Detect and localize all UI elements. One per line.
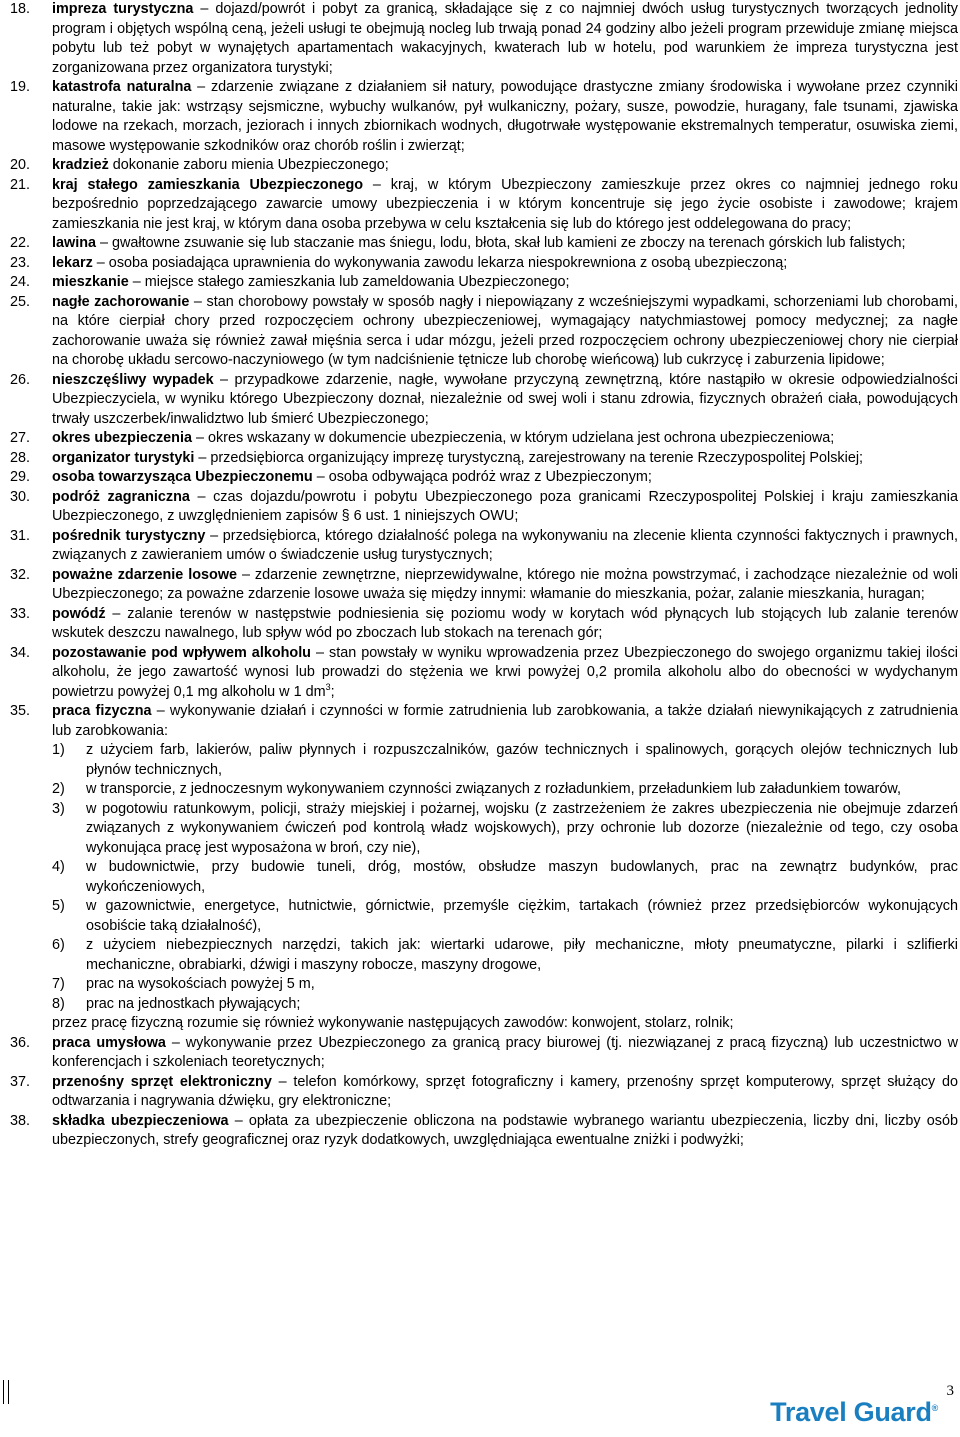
margin-bar bbox=[3, 1380, 4, 1404]
definition-text: dokonanie zaboru mienia Ubezpieczonego; bbox=[108, 157, 389, 173]
definition-number: 37. bbox=[10, 1073, 31, 1090]
definition-body bbox=[52, 1034, 958, 1073]
definition-item bbox=[10, 429, 958, 449]
work-list-number: 7) bbox=[52, 976, 65, 992]
definition-body bbox=[52, 0, 958, 78]
definition-number: 20. bbox=[10, 157, 31, 173]
work-list-text: z użyciem farb, lakierów, paliw płynnych i rozpuszczalników, gazów technicznych i spalinowych, gorących olejów technicznych lub płynów technicznych, bbox=[86, 742, 958, 778]
margin-bar bbox=[8, 1380, 9, 1404]
definition-body bbox=[52, 234, 958, 254]
definition-body bbox=[52, 566, 958, 605]
work-note: przez pracę fizyczną rozumie się również wykonywanie następujących zawodów: konwojent, stolarz, rolnik; bbox=[52, 1015, 734, 1031]
definition-item bbox=[10, 156, 958, 176]
definition-term: mieszkanie bbox=[52, 274, 129, 290]
definition-term: organizator turystyki bbox=[52, 449, 195, 466]
definition-text: – zalanie terenów w następstwie podniesienia się poziomu wody w korytach wód płynących lub stojących lub zalanie terenów wskutek deszczu nawalnego, lub spływ wód po zboczach lub stokach na terenach gór; bbox=[52, 605, 958, 641]
definition-item bbox=[10, 1034, 958, 1073]
work-list-item bbox=[52, 858, 958, 897]
definition-item bbox=[10, 605, 958, 644]
definition-term: przenośny sprzęt elektroniczny bbox=[52, 1073, 272, 1090]
definition-text: – dojazd/powrót i pobyt za granicą, składające się z co najmniej dwóch usług turystycznych tworzących jednolity program i objętych wspólną ceną, jeżeli usługi te obejmują nocleg lub trwają ponad 24 godziny albo jeżeli program przewiduje zmianę miejsca pobytu lub też pobyt w wynajętych apartamentach wakacyjnych, kwaterach lub w hotelu, pod warunkiem że impreza turystyczna jest zorganizowana przez organizatora turystyki; bbox=[52, 1, 958, 76]
definition-number: 34. bbox=[10, 644, 31, 661]
work-list-number: 3) bbox=[52, 800, 65, 817]
work-list-item bbox=[52, 780, 958, 800]
definition-item bbox=[10, 527, 958, 566]
definition-number: 27. bbox=[10, 430, 31, 446]
definition-number: 35. bbox=[10, 703, 31, 719]
definition-body bbox=[52, 78, 958, 156]
definition-body bbox=[52, 273, 958, 293]
definition-body bbox=[52, 605, 958, 644]
definition-body bbox=[52, 449, 958, 469]
definition-term: lawina bbox=[52, 235, 96, 251]
definition-text: – osoba odbywająca podróż wraz z Ubezpieczonym; bbox=[312, 469, 652, 485]
work-list-item bbox=[52, 975, 958, 995]
superscript: 3 bbox=[325, 681, 331, 692]
work-list-number: 4) bbox=[52, 859, 65, 875]
work-list-number: 8) bbox=[52, 995, 65, 1012]
definition-item bbox=[10, 371, 958, 430]
definition-body bbox=[52, 1112, 958, 1151]
definitions-list bbox=[10, 0, 958, 1151]
definition-text: – wykonywanie przez Ubezpieczonego za granicą pracy biurowej (tj. niezwiązanej z pracą fizyczną) lub uczestnictwo w konferencjach i szkoleniach teoretycznych; bbox=[52, 1034, 958, 1070]
definition-body bbox=[52, 702, 958, 1034]
definition-item bbox=[10, 449, 958, 469]
definition-body bbox=[52, 293, 958, 371]
definition-text: – wykonywanie działań i czynności w formie zatrudnienia lub zarobkowania, a także działań niewynikających z zatrudnienia lub zarobkowania: bbox=[52, 703, 958, 739]
definition-number: 24. bbox=[10, 274, 31, 290]
work-list-number: 5) bbox=[52, 898, 65, 914]
definition-number: 23. bbox=[10, 254, 31, 271]
definition-term: praca fizyczna bbox=[52, 703, 152, 719]
travel-guard-logo bbox=[770, 1397, 938, 1427]
work-list-number: 2) bbox=[52, 781, 65, 797]
definition-term: nieszczęśliwy wypadek bbox=[52, 371, 214, 388]
definition-text: – zdarzenie związane z działaniem sił natury, powodujące drastyczne zmiany środowiska i wywołane przez czynniki naturalne, takie jak: wstrząsy sejsmiczne, wybuchy wulkanów, pył wulkaniczny, pożary, susze, powodzie, huragany, fale tsunami, zjawiska lodowe na rzekach, morzach, jeziorach i innych zbiornikach wodnych, długotrwałe występowanie ekstremalnych temperatur, osuwiska ziemi, masowe występowanie szkodników oraz chorób roślin i zwierząt; bbox=[52, 79, 958, 154]
definition-text: – kraj, w którym Ubezpieczony zamieszkuje przez okres co najmniej jednego roku bezpośrednio poprzedzającego zawarcie umowy ubezpieczenia i w którym koncentruje się jego życie osobiste i zawodowe; krajem zamieszkania nie jest kraj, w którym dana osoba przebywa w celu kształcenia się lub do którego jest oddelegowana do pracy; bbox=[52, 176, 958, 232]
definition-text: – okres wskazany w dokumencie ubezpieczenia, w którym udzielana jest ochrona ubezpieczeniowa; bbox=[191, 430, 835, 446]
definition-text: – przedsiębiorca organizujący imprezę turystyczną, zarejestrowany na terenie Rzeczypospolitej Polskiej; bbox=[194, 449, 864, 466]
work-list-item bbox=[52, 995, 958, 1015]
definition-body bbox=[52, 371, 958, 430]
definition-body bbox=[52, 468, 958, 488]
definition-number: 19. bbox=[10, 79, 31, 95]
definition-term: kradzież bbox=[52, 157, 109, 173]
definition-text: – telefon komórkowy, sprzęt fotograficzny i kamery, przenośny sprzęt komputerowy, sprzęt służący do odtwarzania i nagrywania dźwięku, gry elektroniczne; bbox=[52, 1073, 959, 1109]
definition-text: – stan powstały w wyniku wprowadzenia przez Ubezpieczonego do swojego organizmu takiej ilości alkoholu, że jego zawartość wynosi lub prowadzi do stężenia we krwi powyżej 0,2 promila alkoholu albo do obecności w wydychanym powietrzu powyżej 0,1 mg alkoholu w 1 dm bbox=[52, 644, 958, 700]
definition-number: 22. bbox=[10, 235, 31, 251]
definition-body bbox=[52, 254, 958, 274]
definition-item bbox=[10, 78, 958, 156]
work-list-text: w transporcie, z jednoczesnym wykonywaniem czynności związanych z rozładunkiem, przeładunkiem lub załadunkiem towarów, bbox=[86, 781, 902, 797]
work-list-text: prac na wysokościach powyżej 5 m, bbox=[86, 976, 315, 992]
definition-term: powódź bbox=[52, 605, 106, 622]
definition-text: – przypadkowe zdarzenie, nagłe, wywołane przyczyną zewnętrzną, które nastąpiło w okresie odpowiedzialności Ubezpieczyciela, w wyniku którego Ubezpieczony doznał, niezależnie od swej woli i stanu zdrowia, fizycznych obrażeń ciała, powodujących trwały uszczerbek/inwalidztwo lub śmierć Ubezpieczonego; bbox=[52, 371, 958, 427]
definition-item bbox=[10, 0, 958, 78]
definition-item bbox=[10, 702, 958, 1034]
definition-body bbox=[52, 429, 958, 449]
definition-item bbox=[10, 1073, 958, 1112]
definition-text: – osoba posiadająca uprawnienia do wykonywania zawodu lekarza niespokrewniona z osobą ubezpieczoną; bbox=[92, 254, 788, 271]
definition-text: – zdarzenie zewnętrzne, nieprzewidywalne, którego nie można powstrzymać, i zachodzące niezależnie od woli Ubezpieczonego; za poważne zdarzenie losowe uważa się między innymi: włamanie do mieszkania, pożar, zalanie mieszkania, huragan; bbox=[52, 566, 958, 602]
work-list-item bbox=[52, 741, 958, 780]
work-list-text: z użyciem niebezpiecznych narzędzi, takich jak: wiertarki udarowe, piły mechaniczne, młoty pneumatyczne, pilarki i szlifierki mechaniczne, obrabiarki, dźwigi i maszyny robocze, maszyny drogowe, bbox=[86, 937, 958, 973]
definition-term: kraj stałego zamieszkania Ubezpieczonego bbox=[52, 176, 364, 193]
work-list-item bbox=[52, 800, 958, 859]
definition-item bbox=[10, 273, 958, 293]
work-list-item bbox=[52, 897, 958, 936]
definition-term: podróż zagraniczna bbox=[52, 488, 190, 505]
definition-number: 36. bbox=[10, 1034, 31, 1051]
definition-text: – przedsiębiorca, którego działalność polega na wykonywaniu na zlecenie klienta czynności faktycznych i prawnych, związanych z zawieraniem umów o świadczenie usług turystycznych; bbox=[52, 527, 958, 563]
definition-term: lekarz bbox=[52, 254, 93, 271]
definition-term: składka ubezpieczeniowa bbox=[52, 1112, 229, 1129]
definition-number: 25. bbox=[10, 293, 31, 310]
definition-term: katastrofa naturalna bbox=[52, 79, 192, 95]
page-number: 3 bbox=[946, 1383, 954, 1399]
definition-text: – opłata za ubezpieczenie obliczona na podstawie wybranego wariantu ubezpieczenia, liczby dni, liczby osób ubezpieczonych, strefy geograficznej oraz ryzyk dodatkowych, uwzględniająca ewentualne zniżki i podwyżki; bbox=[52, 1112, 958, 1148]
definition-text: – stan chorobowy powstały w sposób nagły i niepowiązany z wcześniejszymi wypadkami, schorzeniami lub chorobami, na które cierpiał chory przed rozpoczęciem ochrony ubezpieczeniowej, wymagający natychmiastowej pomocy medycznej; za nagłe zachorowanie uważa się również zawał mięśnia serca i udar mózgu, jeżeli przed rozpoczęciem ochrony ubezpieczeniowej chory nie cierpiał na chorobę układu sercowo-naczyniowego (w tym nadciśnienie tętnicze lub chorobę wieńcową) lub cukrzycę i zaburzenia lipidowe; bbox=[52, 293, 958, 368]
definition-item bbox=[10, 176, 958, 235]
definition-body bbox=[52, 527, 958, 566]
brand-name: Travel Guard bbox=[770, 1397, 932, 1427]
definition-term: nagłe zachorowanie bbox=[52, 293, 190, 310]
definition-term: praca umysłowa bbox=[52, 1034, 166, 1051]
definition-text: – miejsce stałego zamieszkania lub zameldowania Ubezpieczonego; bbox=[128, 274, 570, 290]
work-list-text: w gazownictwie, energetyce, hutnictwie, górnictwie, przemyśle ciężkim, tartakach (również przez przedsiębiorców wykonujących osobiście taką działalność), bbox=[86, 898, 958, 934]
definition-body bbox=[52, 176, 958, 235]
definition-number: 31. bbox=[10, 527, 31, 544]
definition-item bbox=[10, 293, 958, 371]
work-list-text: w pogotowiu ratunkowym, policji, straży miejskiej i pożarnej, wojsku (z zastrzeżeniem że zakres ubezpieczenia nie obejmuje zdarzeń związanych z wykonywaniem ćwiczeń pod kontrolą władz wojskowych), przy ochronie lub dozorze (niezależnie od tego, czy osoba wykonująca pracę jest wyposażona w broń, czy nie), bbox=[86, 800, 958, 856]
work-list-text: prac na jednostkach pływających; bbox=[86, 995, 301, 1012]
definition-number: 21. bbox=[10, 176, 31, 193]
registered-mark: ® bbox=[931, 1403, 938, 1413]
work-list-item bbox=[52, 936, 958, 975]
definition-text: – czas dojazdu/powrotu i pobytu Ubezpieczonego poza granicami Rzeczypospolitej Polskiej i kraju zamieszkania Ubezpieczonego, z uwzględnieniem zapisów § 6 ust. 1 niniejszych OWU; bbox=[52, 488, 958, 524]
definition-item bbox=[10, 644, 958, 703]
definition-text: – gwałtowne zsuwanie się lub staczanie mas śniegu, lodu, błota, skał lub kamieni ze zboczy na terenach górskich lub falistych; bbox=[96, 235, 906, 251]
definition-term: impreza turystyczna bbox=[52, 1, 194, 17]
definition-number: 18. bbox=[10, 1, 31, 17]
definition-term: pośrednik turystyczny bbox=[52, 527, 206, 544]
definition-item bbox=[10, 1112, 958, 1151]
definition-item bbox=[10, 254, 958, 274]
definition-body bbox=[52, 488, 958, 527]
work-list-text: w budownictwie, przy budowie tuneli, dróg, mostów, obsłudze maszyn budowlanych, prac na zewnątrz budynków, prac wykończeniowych, bbox=[86, 859, 958, 895]
definition-number: 38. bbox=[10, 1112, 31, 1129]
work-list-number: 1) bbox=[52, 742, 65, 758]
definition-item bbox=[10, 468, 958, 488]
definition-number: 26. bbox=[10, 371, 31, 388]
definition-number: 29. bbox=[10, 469, 31, 485]
definition-body bbox=[52, 156, 958, 176]
definition-number: 28. bbox=[10, 449, 31, 466]
definition-term: osoba towarzysząca Ubezpieczonemu bbox=[52, 469, 313, 485]
definition-body bbox=[52, 644, 958, 703]
definition-item bbox=[10, 234, 958, 254]
definition-term: okres ubezpieczenia bbox=[52, 430, 192, 446]
definition-item bbox=[10, 488, 958, 527]
definition-number: 32. bbox=[10, 566, 31, 583]
definition-term: pozostawanie pod wpływem alkoholu bbox=[52, 644, 311, 661]
definition-number: 33. bbox=[10, 605, 31, 622]
definition-body bbox=[52, 1073, 958, 1112]
definition-number: 30. bbox=[10, 488, 31, 505]
work-list-number: 6) bbox=[52, 937, 65, 953]
definition-term: poważne zdarzenie losowe bbox=[52, 566, 238, 583]
definition-item bbox=[10, 566, 958, 605]
definition-text-end: ; bbox=[330, 683, 335, 700]
